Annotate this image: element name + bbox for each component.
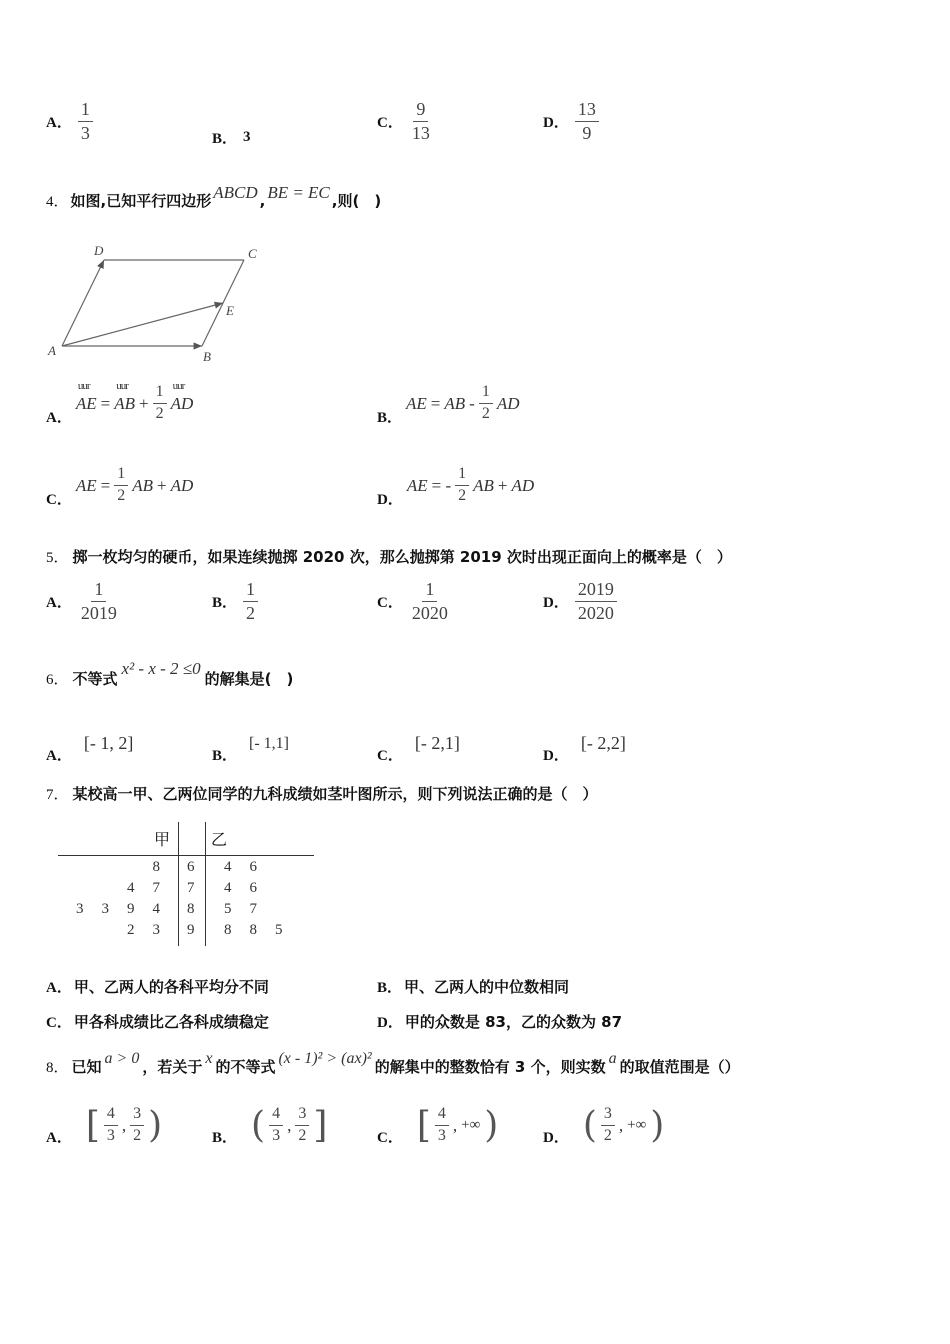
q8-question: 8． 已知 a > 0 ，若关于 x 的不等式 (x - 1)² > (ax)² 的解集中的整数恰有 3 个，则实数 a 的取值范围是（）	[46, 1049, 740, 1076]
math: x	[205, 1049, 213, 1067]
question-number: 4．	[46, 194, 69, 210]
leaf-left-row: 3 3 9 4	[76, 901, 160, 917]
option-label: A．	[46, 594, 72, 611]
fraction: $\frac{4}{3}$	[435, 1106, 449, 1145]
option-value: [- 1, 2]	[83, 733, 134, 753]
option-text: 甲各科成绩比乙各科成绩稳定	[73, 1013, 269, 1031]
vector-ad	[62, 260, 104, 346]
q3-option-a[interactable]	[46, 100, 93, 143]
q6-option-b[interactable]	[212, 722, 289, 765]
header-rule	[58, 855, 314, 856]
q4-option-b[interactable]: B． AE = AB - $\frac{1}{2}$ AD	[377, 383, 520, 426]
leaf-left-row: 8	[152, 859, 160, 875]
question-text: 如图,已知平行四边形	[70, 192, 212, 210]
fraction: $\frac{3}{2}$	[295, 1106, 309, 1145]
option-text: 甲的众数是 83，乙的众数为 87	[404, 1013, 623, 1031]
option-value: 3	[243, 129, 251, 145]
math: BE = EC	[267, 182, 330, 202]
q8-option-d[interactable]: D． ( $\frac{3}{2}$ , +∞ )	[543, 1105, 665, 1146]
math: ABCD	[213, 182, 258, 202]
fraction: $\frac{2019}{2020}$	[575, 580, 617, 623]
fraction: $\frac{3}{2}$	[601, 1106, 615, 1145]
option-label: C．	[377, 748, 403, 764]
leaf-right-row: 4 6	[224, 880, 257, 896]
fraction: $\frac{1}{3}$	[78, 100, 93, 143]
math: x² - x - 2 ≤0	[121, 658, 201, 678]
fraction: $\frac{1}{2}$	[455, 466, 469, 505]
leaf-left-row: 2 3	[127, 922, 160, 938]
question-number: 7．	[46, 787, 69, 803]
q8-option-a[interactable]: A． [ $\frac{4}{3}$ , $\frac{3}{2}$ )	[46, 1105, 163, 1146]
option-label: D．	[543, 594, 569, 611]
q7-option-b[interactable]	[377, 976, 569, 997]
stem-rule-right	[205, 822, 206, 946]
option-label: D．	[543, 114, 569, 131]
option-value: [- 2,1]	[414, 733, 460, 753]
stem-rule-left	[178, 822, 179, 946]
option-label: B．	[212, 748, 238, 764]
stem: 9	[187, 922, 195, 938]
fraction: $\frac{1}{2020}$	[411, 579, 448, 623]
question-number: 5．	[46, 550, 69, 566]
fraction: $\frac{1}{2019}$	[80, 579, 117, 623]
q7-option-d[interactable]	[377, 1011, 622, 1032]
question-number: 8．	[46, 1060, 69, 1076]
option-label: B．	[212, 594, 238, 611]
label-c: C	[248, 246, 257, 261]
option-label: C．	[377, 1130, 403, 1146]
q5-question	[46, 546, 732, 567]
q7-option-a[interactable]	[46, 976, 269, 997]
option-label: C．	[377, 114, 403, 131]
label-e: E	[226, 303, 234, 318]
stem-leaf-plot	[58, 822, 316, 948]
fraction: $\frac{3}{2}$	[130, 1106, 144, 1145]
q3-option-d[interactable]	[543, 100, 599, 143]
vector-ae	[62, 303, 223, 346]
q6-option-d[interactable]	[543, 722, 626, 765]
leaf-right-row: 4 6	[224, 859, 257, 875]
fraction: $\frac{13}{9}$	[575, 100, 599, 143]
q8-option-b[interactable]: B． ( $\frac{4}{3}$ , $\frac{3}{2}$ ]	[212, 1105, 328, 1146]
fraction: $\frac{1}{2}$	[114, 466, 128, 505]
option-label: A．	[46, 980, 72, 996]
option-label: D．	[377, 1015, 403, 1031]
fraction: $\frac{1}{2}$	[153, 384, 167, 423]
q5-option-a[interactable]	[46, 580, 120, 623]
option-label: C．	[46, 492, 72, 508]
q5-option-b[interactable]	[212, 580, 258, 623]
stem: 7	[187, 880, 195, 896]
option-label: A．	[46, 114, 72, 131]
option-label: D．	[543, 748, 569, 764]
stem: 6	[187, 859, 195, 875]
q6-question: 6． 不等式 x² - x - 2 ≤0 的解集是( )	[46, 658, 294, 688]
math: a	[608, 1049, 617, 1067]
q7-option-c[interactable]	[46, 1011, 269, 1032]
option-text: 甲、乙两人的各科平均分不同	[73, 978, 269, 996]
option-label: C．	[46, 1015, 72, 1031]
q3-option-b[interactable]	[212, 127, 251, 148]
math: (x - 1)² > (ax)²	[278, 1049, 372, 1067]
label-a: A	[48, 343, 56, 358]
option-label: B．	[212, 1130, 238, 1146]
option-label: A．	[46, 1130, 72, 1146]
fraction: $\frac{4}{3}$	[269, 1106, 283, 1145]
question-number: 6．	[46, 672, 69, 688]
question-text: 不等式	[72, 670, 118, 688]
option-label: D．	[377, 492, 403, 508]
fraction: $\frac{1}{2}$	[243, 580, 258, 623]
q3-option-c[interactable]	[377, 100, 433, 143]
q4-option-d[interactable]: D． AE = - $\frac{1}{2}$ AB + AD	[377, 465, 535, 508]
question-text: 某校高一甲、乙两位同学的九科成绩如茎叶图所示，则下列说法正确的是（ ）	[72, 785, 598, 803]
option-label: C．	[377, 594, 403, 611]
leaf-left-row: 4 7	[127, 880, 160, 896]
leaf-right-row: 5 7	[224, 901, 257, 917]
option-label: B．	[377, 410, 403, 426]
option-label: B．	[377, 980, 403, 996]
header-yi: 乙	[211, 830, 228, 849]
option-label: D．	[543, 1130, 569, 1146]
option-value: [- 1,1]	[249, 734, 289, 752]
stem: 8	[187, 901, 195, 917]
q6-option-a[interactable]	[46, 722, 133, 765]
leaf-right-row: 8 8 5	[224, 922, 283, 938]
q5-option-c[interactable]	[377, 580, 451, 623]
option-label: B．	[212, 131, 238, 147]
q5-option-d[interactable]	[543, 580, 617, 623]
option-text: 甲、乙两人的中位数相同	[404, 978, 570, 996]
q4-option-c[interactable]: C． AE = $\frac{1}{2}$ AB + AD	[46, 465, 194, 508]
option-label: A．	[46, 748, 72, 764]
option-value: [- 2,2]	[580, 733, 626, 753]
label-b: B	[203, 349, 211, 364]
fraction: $\frac{4}{3}$	[104, 1106, 118, 1145]
q7-question	[46, 783, 598, 804]
q4-option-a[interactable]: A． uur AE = uur AB + $\frac{1}{2}$ uur AD	[46, 380, 193, 427]
header-jia: 甲	[154, 830, 171, 849]
fraction: $\frac{9}{13}$	[411, 99, 430, 143]
parallelogram-figure	[40, 238, 270, 368]
label-d: D	[94, 243, 104, 258]
question-text: 掷一枚均匀的硬币，如果连续抛掷 2020 次，那么抛掷第 2019 次时出现正面向上的概率是（ ）	[72, 548, 732, 566]
option-label: A．	[46, 410, 72, 426]
q4-question: 4． 如图,已知平行四边形 ABCD , BE = EC ,则( )	[46, 182, 382, 210]
q8-option-c[interactable]: C． [ $\frac{4}{3}$ , +∞ )	[377, 1105, 499, 1146]
q6-option-c[interactable]	[377, 722, 460, 765]
fraction: $\frac{1}{2}$	[479, 384, 493, 423]
math: a > 0	[104, 1049, 140, 1067]
